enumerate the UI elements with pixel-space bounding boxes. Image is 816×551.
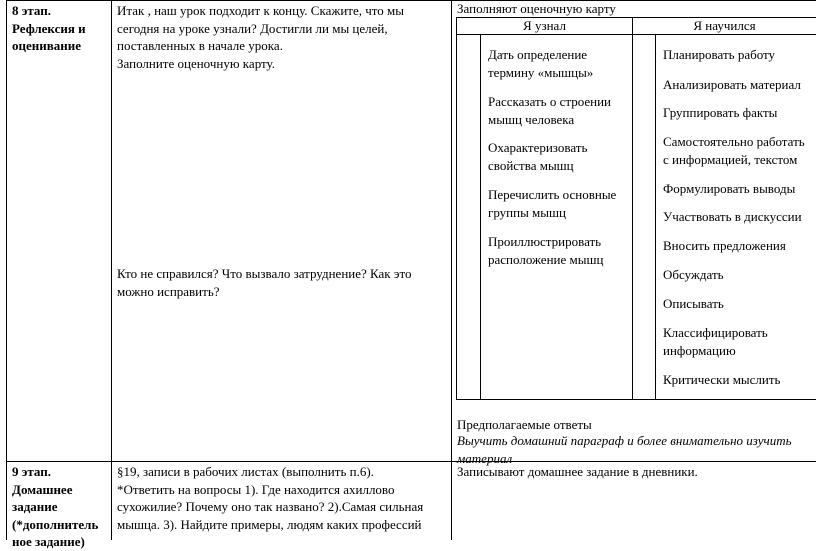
text-line: можно исправить? [117, 283, 220, 299]
card-border-bottom [456, 399, 816, 400]
learned-item: Перечислить основные группы мышц [488, 187, 617, 220]
text-line: Кто не справился? Что вызвало затруднение? Как это [117, 266, 412, 281]
stage-line: оценивание [12, 38, 82, 53]
text-line: Выучить домашний параграф и более внимательно изучить [457, 433, 792, 448]
column-divider-2 [451, 0, 452, 540]
learned-item: Охарактеризовать свойства мышц [488, 140, 588, 173]
text-line: поставленных в начале урока. [117, 38, 283, 53]
card-gutter-line [480, 34, 481, 400]
answers-text [457, 432, 816, 467]
answers-label: Предполагаемые ответы [457, 417, 592, 432]
skill-item: Классифицировать информацию [663, 325, 768, 358]
text-line: материал [457, 450, 513, 466]
text-line: сухожилие? Почему оно так названо? 2).Самая сильная [117, 499, 424, 514]
skill-item: Формулировать выводы [663, 181, 796, 196]
skill-item: Группировать факты [663, 105, 778, 120]
skill-item: Планировать работу [663, 47, 776, 62]
stage-9-students-text: Записывают домашнее задание в дневники. [457, 464, 698, 479]
skill-item: Участвовать в дискуссии [663, 209, 802, 224]
card-skills-divider [655, 34, 656, 400]
card-header-skills: Я научился [693, 18, 756, 33]
stage-9-teacher-text [117, 463, 451, 533]
stage-line: (*дополнитель [12, 516, 99, 532]
card-column-divider [632, 17, 633, 400]
skill-item: Обсуждать [663, 267, 724, 282]
learned-item: Рассказать о строении мышц человека [488, 94, 612, 127]
skill-item: Описывать [663, 296, 724, 311]
skill-item: Вносить предложения [663, 238, 786, 253]
text-line: мышца. 3). Найдите примеры, людям каких профессий [117, 516, 422, 532]
stage-line: 8 этап. [12, 3, 51, 18]
text-line: Заполните оценочную карту. [117, 55, 275, 71]
stage-8-teacher-intro [117, 2, 451, 72]
stage-line: 9 этап. [12, 464, 51, 479]
stage-line: Домашнее [12, 481, 73, 497]
text-line: сегодня на уроке узнали? Достигли ли мы целей, [117, 20, 388, 36]
stage-line: Рефлексия и [12, 20, 86, 36]
learned-item: Дать определение термину «мышцы» [488, 47, 594, 80]
text-line: *Ответить на вопросы 1). Где находится ахиллово [117, 481, 395, 497]
stage-8-title [12, 2, 110, 55]
stage-line: задание [12, 499, 58, 514]
students-heading: Заполняют оценочную карту [457, 1, 616, 16]
skill-item: Критически мыслить [663, 372, 781, 387]
card-header-learned: Я узнал [523, 18, 566, 33]
learned-item: Проиллюстрировать расположение мышц [488, 234, 604, 267]
card-border-left [456, 17, 457, 400]
column-divider-1 [111, 0, 112, 540]
stage-9-title [12, 463, 110, 551]
stage-8-teacher-question [117, 265, 451, 300]
text-line: Итак , наш урок подходит к концу. Скажите, что мы [117, 3, 404, 18]
table-border-left [6, 0, 7, 540]
skill-item: Анализировать материал [663, 77, 801, 92]
skill-item: Самостоятельно работать с информацией, текстом [663, 134, 805, 167]
text-line: §19, записи в рабочих листах (выполнить п.6). [117, 464, 374, 479]
stage-line: ное задание) [12, 534, 85, 549]
